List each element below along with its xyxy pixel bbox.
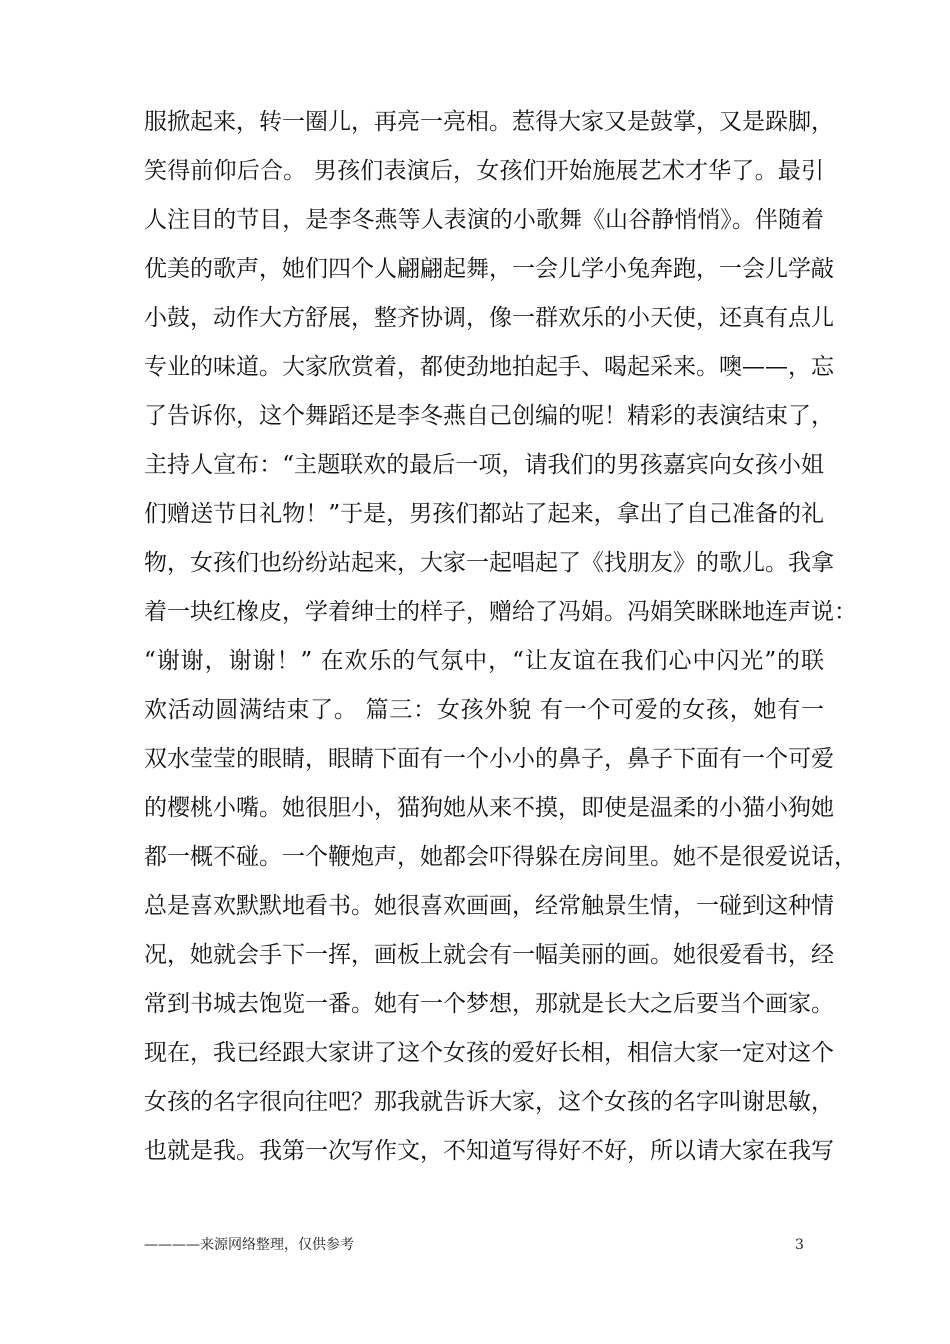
body-text: [144, 98, 857, 1176]
text-line: 常到书城去饱览一番。她有一个梦想，那就是长大之后要当个画家。: [144, 991, 834, 1017]
text-line: 小鼓，动作大方舒展，整齐协调，像一群欢乐的小天使，还真有点儿: [144, 305, 834, 331]
text-line: 服掀起来，转一圈儿，再亮一亮相。惹得大家又是鼓掌，又是跺脚，: [144, 109, 834, 135]
text-line: 们赠送节日礼物！”于是，男孩们都站了起来，拿出了自己准备的礼: [144, 501, 824, 527]
footer-source-note: ————来源网络整理，仅供参考: [144, 1237, 354, 1253]
text-line: 双水莹莹的眼睛，眼睛下面有一个小小的鼻子，鼻子下面有一个可爱: [144, 746, 834, 772]
text-line: 笑得前仰后合。 男孩们表演后，女孩们开始施展艺术才华了。最引: [144, 158, 824, 184]
text-line: 了告诉你，这个舞蹈还是李冬燕自己创编的呢！精彩的表演结束了，: [144, 403, 834, 429]
text-line: 欢活动圆满结束了。 篇三：女孩外貌 有一个可爱的女孩，她有一: [144, 697, 824, 723]
text-line: 主持人宣布：“主题联欢的最后一项，请我们的男孩嘉宾向女孩小姐: [144, 452, 824, 478]
text-line: 着一块红橡皮，学着绅士的样子，赠给了冯娟。冯娟笑眯眯地连声说：: [144, 599, 857, 625]
text-line: 总是喜欢默默地看书。她很喜欢画画，经常触景生情，一碰到这种情: [144, 893, 834, 919]
text-line: 都一概不碰。一个鞭炮声，她都会吓得躲在房间里。她不是很爱说话，: [144, 844, 857, 870]
text-line: 的樱桃小嘴。她很胆小，猫狗她从来不摸，即使是温柔的小猫小狗她: [144, 795, 834, 821]
text-line: 专业的味道。大家欣赏着，都使劲地拍起手、喝起采来。噢——，忘: [144, 354, 834, 380]
page-number: 3: [795, 1237, 804, 1253]
text-line: 况，她就会手下一挥，画板上就会有一幅美丽的画。她很爱看书，经: [144, 942, 834, 968]
text-line: 也就是我。我第一次写作文，不知道写得好不好，所以请大家在我写: [144, 1138, 834, 1164]
text-line: “谢谢，谢谢！” 在欢乐的气氛中，“让友谊在我们心中闪光”的联: [144, 648, 824, 674]
text-line: 女孩的名字很向往吧？那我就告诉大家，这个女孩的名字叫谢思敏，: [144, 1089, 834, 1115]
text-line: 人注目的节目，是李冬燕等人表演的小歌舞《山谷静悄悄》。伴随着: [144, 207, 824, 233]
text-line: 现在，我已经跟大家讲了这个女孩的爱好长相，相信大家一定对这个: [144, 1040, 834, 1066]
text-line: 优美的歌声，她们四个人翩翩起舞，一会儿学小兔奔跑，一会儿学敲: [144, 256, 834, 282]
text-line: 物，女孩们也纷纷站起来，大家一起唱起了《找朋友》的歌儿。我拿: [144, 550, 834, 576]
